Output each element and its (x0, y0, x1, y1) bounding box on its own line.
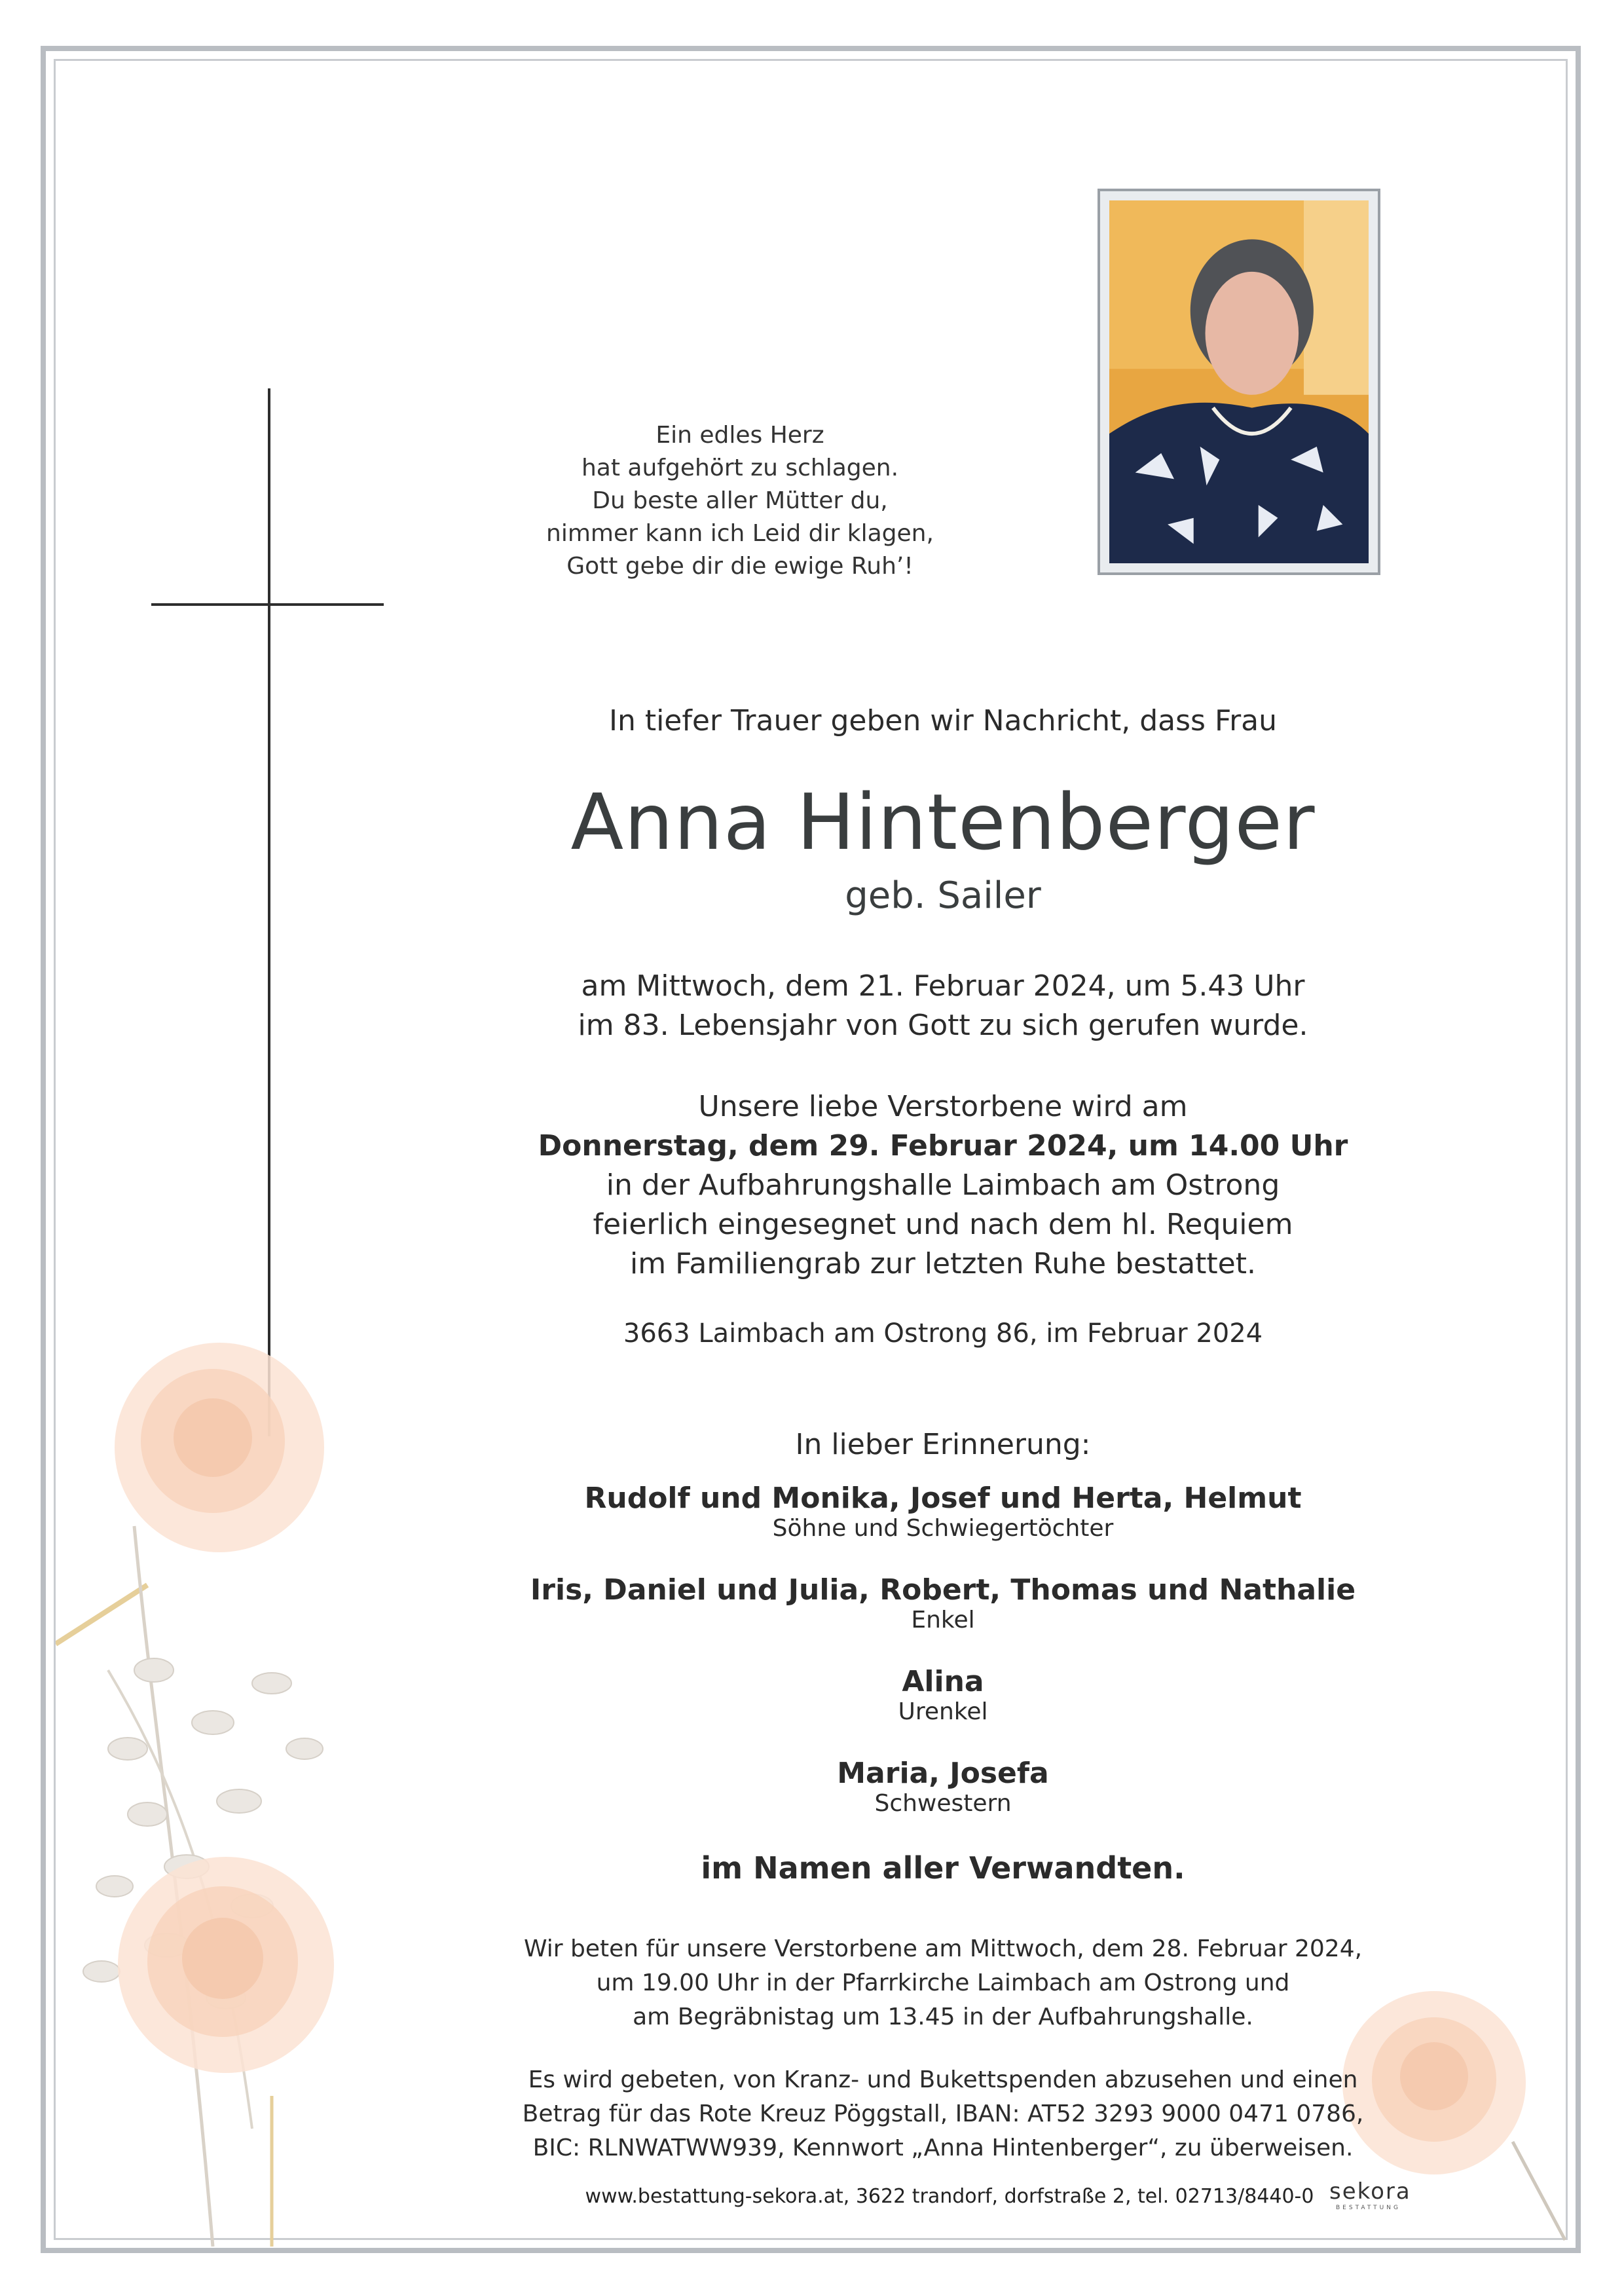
sekora-logo-sub: BESTATTUNG (1336, 2205, 1401, 2211)
cross-icon-horizontal (151, 603, 384, 606)
footer-contact: www.bestattung-sekora.at, 3622 trandorf, dorfstraße 2, tel. 02713/8440-0 (585, 2185, 1314, 2208)
funeral-line: im Familiengrab zur letzten Ruhe bestattet. (630, 1247, 1256, 1280)
donation-line: Es wird gebeten, von Kranz- und Bukettspenden abzusehen und einen (528, 2066, 1358, 2093)
poem-line: hat aufgehört zu schlagen. (581, 455, 899, 481)
funeral-date: Donnerstag, dem 29. Februar 2024, um 14.00 Uhr (538, 1129, 1348, 1163)
family-group (419, 1482, 1467, 1542)
family-names: Maria, Josefa (837, 1757, 1049, 1790)
place-date: 3663 Laimbach am Ostrong 86, im Februar 2024 (623, 1318, 1263, 1349)
maiden-name: geb. Sailer (845, 874, 1041, 917)
poem-line: Du beste aller Mütter du, (592, 487, 888, 514)
family-relation: Söhne und Schwiegertöchter (772, 1515, 1114, 1542)
poem-line: Gott gebe dir die ewige Ruh’! (566, 553, 913, 580)
family-names: Iris, Daniel und Julia, Robert, Thomas und Nathalie (530, 1573, 1356, 1607)
funeral-notice (419, 1087, 1467, 1284)
prayer-line: Wir beten für unsere Verstorbene am Mittwoch, dem 28. Februar 2024, (523, 1935, 1363, 1962)
sekora-logo: sekora (1329, 2178, 1411, 2205)
donation-line: Betrag für das Rote Kreuz Pöggstall, IBAN: AT52 3293 9000 0471 0786, (522, 2100, 1364, 2127)
prayer-line: um 19.00 Uhr in der Pfarrkirche Laimbach am Ostrong und (596, 1969, 1290, 1996)
intro-text: In tiefer Trauer geben wir Nachricht, dass Frau (608, 704, 1278, 737)
family-group (419, 1757, 1467, 1817)
family-names: Alina (902, 1665, 984, 1698)
poem-line: nimmer kann ich Leid dir klagen, (546, 520, 934, 547)
flower-decoration-left (56, 1277, 422, 2247)
closing-line: im Namen aller Verwandten. (701, 1850, 1185, 1886)
donation-notice (419, 2063, 1467, 2165)
death-notice (419, 967, 1467, 1045)
funeral-line: feierlich eingesegnet und nach dem hl. Requiem (593, 1208, 1293, 1241)
funeral-line: in der Aufbahrungshalle Laimbach am Ostrong (606, 1168, 1280, 1202)
memory-title: In lieber Erinnerung: (795, 1428, 1091, 1461)
deceased-name: Anna Hintenberger (570, 777, 1316, 867)
prayer-notice (419, 1932, 1467, 2034)
family-relation: Urenkel (898, 1698, 988, 1725)
poem (458, 419, 1022, 583)
family-relation: Enkel (911, 1607, 975, 1633)
prayer-line: am Begräbnistag um 13.45 in der Aufbahrungshalle. (633, 2004, 1253, 2030)
donation-line: BIC: RLNWATWW939, Kennwort „Anna Hintenberger“, zu überweisen. (532, 2135, 1354, 2161)
family-group (419, 1573, 1467, 1633)
death-line: im 83. Lebensjahr von Gott zu sich gerufen wurde. (578, 1009, 1308, 1042)
family-relation: Schwestern (874, 1790, 1012, 1817)
family-names: Rudolf und Monika, Josef und Herta, Helmut (584, 1482, 1302, 1515)
portrait-photo (1098, 189, 1380, 575)
family-group (419, 1665, 1467, 1725)
poem-line: Ein edles Herz (655, 422, 824, 449)
funeral-line: Unsere liebe Verstorbene wird am (698, 1090, 1188, 1123)
death-line: am Mittwoch, dem 21. Februar 2024, um 5.43 Uhr (581, 969, 1305, 1003)
